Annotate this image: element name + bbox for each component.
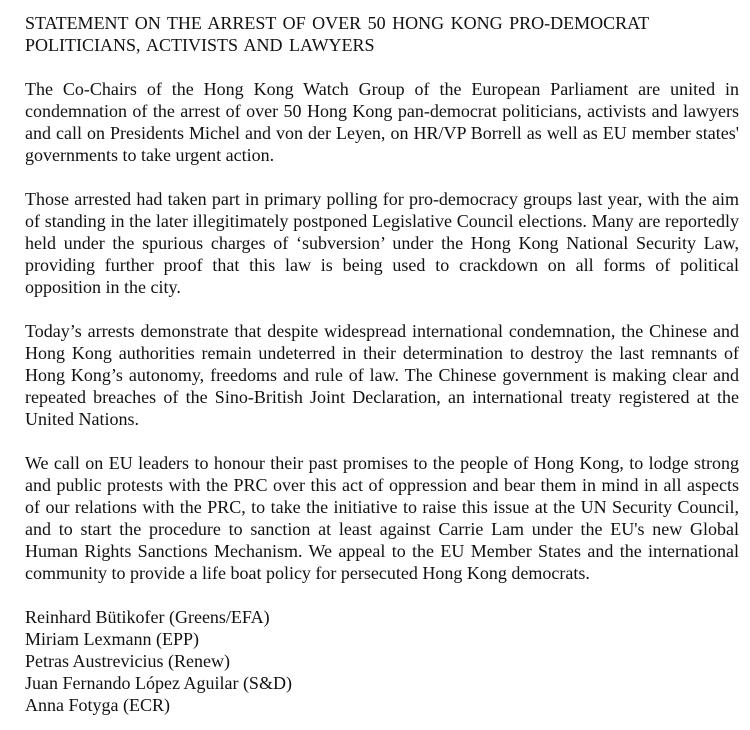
paragraph-condemnation: Today’s arrests demonstrate that despite widespread international condemnation, the Chinese and Hong Kong authorities remain undeterred in their determination to destroy the last remnants of Hong Kong’s autonomy, freedoms and rule of law. The Chinese government is making clear and repeated breaches of the Sino-British Joint Declaration, an international treaty registered at the United Nations.: [25, 321, 739, 429]
signatory: Miriam Lexmann (EPP): [25, 629, 199, 649]
spacer: [25, 298, 739, 320]
spacer: [25, 430, 739, 452]
statement-title: STATEMENT ON THE ARREST OF OVER 50 HONG KONG PRO-DEMOCRAT POLITICIANS, ACTIVISTS AND LAWYERS: [25, 13, 649, 55]
spacer: [25, 584, 739, 606]
signatory-list: [25, 606, 739, 716]
statement-document: [25, 12, 739, 716]
signatory: Anna Fotyga (ECR): [25, 695, 170, 715]
paragraph-intro: The Co-Chairs of the Hong Kong Watch Group of the European Parliament are united in condemnation of the arrest of over 50 Hong Kong pan-democrat politicians, activists and lawyers and call on Presidents Michel and von der Leyen, on HR/VP Borrell as well as EU member states' governments to take urgent action.: [25, 79, 739, 165]
paragraph-call-to-action: We call on EU leaders to honour their past promises to the people of Hong Kong, to lodge strong and public protests with the PRC over this act of oppression and bear them in mind in all aspects of our relations with the PRC, to take the initiative to raise this issue at the UN Security Council, and to start the procedure to sanction at least against Carrie Lam under the EU's new Global Human Rights Sanctions Mechanism. We appeal to the EU Member States and the international community to provide a life boat policy for persecuted Hong Kong democrats.: [25, 453, 739, 583]
signatory: Reinhard Bütikofer (Greens/EFA): [25, 607, 270, 627]
signatory: Juan Fernando López Aguilar (S&D): [25, 673, 292, 693]
spacer: [25, 56, 739, 78]
paragraph-arrests: Those arrested had taken part in primary polling for pro-democracy groups last year, with the aim of standing in the later illegitimately postponed Legislative Council elections. Many are reportedly held under the spurious charges of ‘subversion’ under the Hong Kong National Security Law, providing further proof that this law is being used to crackdown on all forms of political opposition in the city.: [25, 189, 739, 297]
spacer: [25, 166, 739, 188]
signatory: Petras Austrevicius (Renew): [25, 651, 230, 671]
